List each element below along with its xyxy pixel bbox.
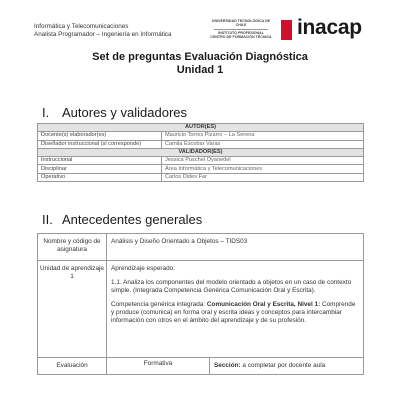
document-title: Set de preguntas Evaluación Diagnóstica [92, 51, 308, 63]
cell-value: Área Informática y Telecomunicaciones [162, 165, 364, 173]
competency-name: Comunicación Oral y Escrita, Nivel 1: [206, 301, 321, 308]
table-row [38, 140, 364, 148]
header-left [34, 23, 172, 39]
authors-table [37, 123, 364, 182]
cell-value [210, 358, 364, 375]
table-row [38, 157, 364, 165]
cell-value: Formativa [107, 358, 210, 375]
cell-value: Jessica Puschel Oyanedel [162, 157, 364, 165]
cell-label: Nombre y código de asignatura [38, 234, 107, 261]
section-title: Antecedentes generales [62, 212, 203, 227]
table-row [38, 165, 364, 173]
cell-label: Disciplinar [38, 165, 162, 173]
header-career: Analista Programador – Ingeniería en Informática [34, 31, 172, 38]
cell-label: Diseñador instruccional (si corresponde) [38, 140, 162, 148]
table-row [38, 234, 364, 261]
competency-description: Comprende y produce (comunica) en forma oral y escrita ideas y conceptos para intercambiar información con otros en el ámbito del aprendizaje y de su profesión. [111, 301, 356, 324]
table-row [38, 124, 364, 132]
cell-label: Evaluación [38, 358, 107, 375]
document-subtitle: Unidad 1 [176, 64, 224, 76]
background-table [37, 233, 364, 375]
section-number: I. [42, 105, 50, 120]
section-number: II. [42, 212, 53, 227]
table-row [38, 148, 364, 156]
authors-header: AUTOR(ES) [38, 124, 364, 132]
section-title: Autores y validadores [62, 105, 188, 120]
table-row [38, 173, 364, 181]
competency-text [111, 301, 359, 325]
uni-divider [214, 29, 268, 30]
header-area: Informática y Telecomunicaciones [34, 23, 129, 30]
inacap-logo-mark [281, 20, 292, 40]
cell-value [107, 261, 364, 358]
section-label: Sección: [214, 362, 241, 369]
cell-value: Carlos Dides Far [162, 173, 364, 181]
cell-label: Instruccional [38, 157, 162, 165]
section-heading-authors [42, 105, 187, 120]
expected-learning-text: 1.1. Analiza los componentes del modelo orientado a objetos en un caso de contexto simple. (Integrada Competencia Genérica Comunicación Oral y Escrita). [111, 279, 352, 294]
cell-value: Análisis y Diseño Orientado a Objetos – TIDS03 [107, 234, 364, 261]
cell-label: Operativo [38, 173, 162, 181]
uni-line-3: CENTRO DE FORMACIÓN TÉCNICA [210, 34, 272, 39]
section-heading-background [42, 212, 202, 227]
cell-value: Camila Escobar Varas [162, 140, 364, 148]
uni-line-1: UNIVERSIDAD TECNOLÓGICA DE CHILE [211, 19, 271, 28]
cell-label: Docente(s) elaborador(es) [38, 132, 162, 140]
expected-learning-label: Aprendizaje esperado: [111, 265, 175, 272]
validators-header: VALIDADOR(ES) [38, 148, 364, 156]
section-value: a completar por docente aula [240, 362, 326, 369]
competency-prefix: Competencia genérica integrada: [111, 301, 207, 308]
cell-value: Mauricio Torres Pizarro – La Serena [162, 132, 364, 140]
table-row [38, 358, 364, 375]
inacap-logo-text: inacap [297, 16, 362, 39]
table-row [38, 261, 364, 358]
cell-label: Unidad de aprendizaje 1 [38, 261, 107, 358]
uni-line-2: INSTITUTO PROFESIONAL [218, 30, 264, 35]
table-row [38, 132, 364, 140]
university-caption [208, 19, 274, 39]
